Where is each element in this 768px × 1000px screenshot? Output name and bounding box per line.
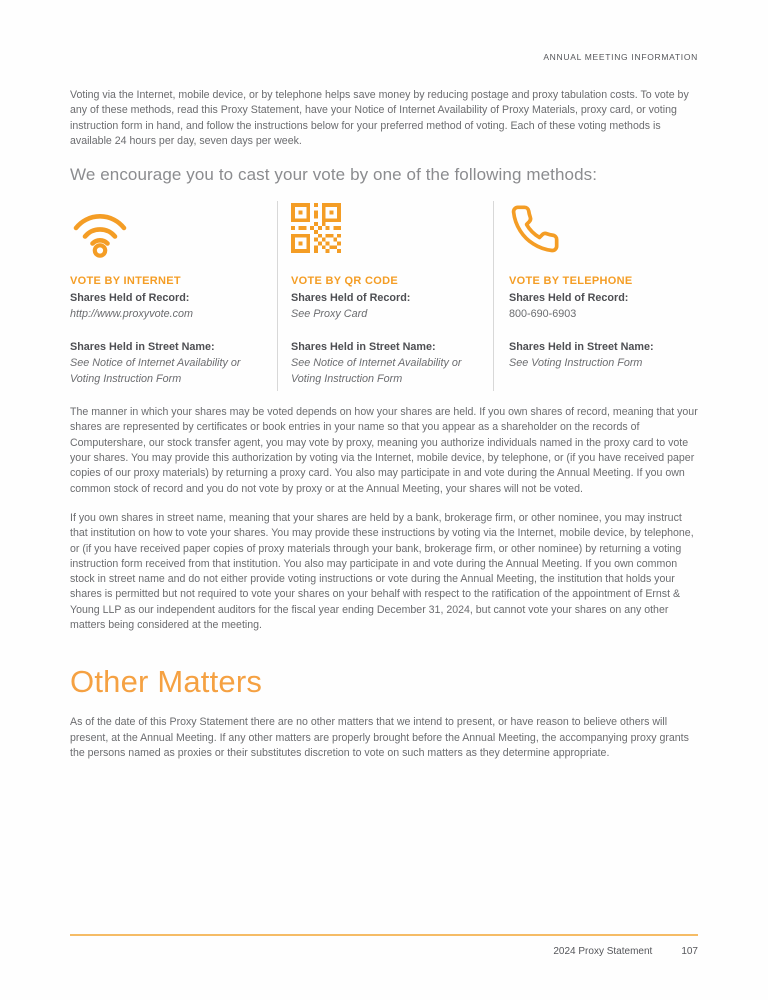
- street-value: See Notice of Internet Availability or Voting Instruction Form: [70, 357, 241, 385]
- other-matters-paragraph: As of the date of this Proxy Statement there are no other matters that we intend to present, or have reason to believe others will present, at the Annual Meeting. If any other matters are properly brought before the Annual Meeting, the accompanying proxy grants the persons named as proxies or their substitutes discretion to vote on such matters as they determine appropriate.: [70, 716, 689, 759]
- street-label: Shares Held in Street Name:: [291, 341, 436, 354]
- shares-of-record-paragraph: The manner in which your shares may be voted depends on how your shares are held. If you own shares of record, meaning that your shares are represented by certificates or book entries in your name so that you appear as a shareholder on the records of Computershare, our stock transfer agent, you may vote by proxy, meaning you authorize individuals named in the proxy card to vote your shares. You may provide this authorization by voting via the Internet, mobile device, by telephone, or (if you have received paper copies of our proxy materials) by returning a proxy card. You also may participate in and vote during the Annual Meeting. If you own common stock of record and you do not vote by proxy or at the Annual Meeting, your shares will not be voted.: [70, 406, 698, 495]
- street-label: Shares Held in Street Name:: [509, 341, 654, 354]
- footer-doc-title: 2024 Proxy Statement: [553, 946, 653, 957]
- record-label: Shares Held of Record:: [509, 291, 629, 304]
- footer-divider: [70, 934, 698, 936]
- vote-methods-heading: We encourage you to cast your vote by one of the following methods:: [70, 165, 598, 185]
- wifi-icon: [70, 203, 260, 269]
- record-value: See Proxy Card: [291, 307, 368, 320]
- record-label: Shares Held of Record:: [291, 291, 411, 304]
- vote-by-internet-column: [70, 201, 277, 391]
- method-title: VOTE BY INTERNET: [70, 275, 181, 288]
- record-value: http://www.proxyvote.com: [70, 307, 194, 320]
- footer-page-number: 107: [681, 946, 698, 957]
- street-label: Shares Held in Street Name:: [70, 341, 215, 354]
- street-value: See Voting Instruction Form: [509, 357, 643, 370]
- street-value: See Notice of Internet Availability or Voting Instruction Form: [291, 357, 462, 385]
- proxy-statement-page: [70, 0, 698, 761]
- voting-methods-columns: [70, 201, 698, 391]
- intro-paragraph: Voting via the Internet, mobile device, or by telephone helps save money by reducing postage and proxy tabulation costs. To vote by any of these methods, read this Proxy Statement, have your Notice of Internet Availability of Proxy Materials, proxy card, or voting instruction form in hand, and follow the instructions below for your preferred method of voting. Each of these voting methods is available 24 hours per day, seven days per week.: [70, 89, 689, 147]
- vote-by-qr-code-column: [277, 201, 493, 391]
- record-value: 800-690-6903: [509, 307, 577, 320]
- method-title: VOTE BY TELEPHONE: [509, 275, 633, 288]
- record-label: Shares Held of Record:: [70, 291, 190, 304]
- section-header: ANNUAL MEETING INFORMATION: [543, 52, 698, 62]
- other-matters-heading: Other Matters: [70, 664, 263, 700]
- method-title: VOTE BY QR CODE: [291, 275, 398, 288]
- telephone-icon: [509, 203, 698, 269]
- street-name-paragraph: If you own shares in street name, meaning that your shares are held by a bank, brokerage firm, or other nominee, you may instruct that institution on how to vote your shares. You may provide these instructions by voting via the Internet, mobile device, by telephone, or (if you have received paper copies of proxy materials through your bank, brokerage firm, or other nominee) by returning a voting instruction form received from that institution. You also may participate in and vote during the Annual Meeting. If you own common stock in street name and do not either provide voting instructions or vote during the Annual Meeting, the institution that holds your shares is permitted but not required to vote your shares on your behalf with respect to the ratification of the appointment of Ernst & Young LLP as our independent auditors for the fiscal year ending December 31, 2024, but cannot vote your shares on any other matters being considered at the meeting.: [70, 511, 694, 632]
- page-footer: [70, 934, 698, 957]
- vote-by-telephone-column: [493, 201, 698, 391]
- qr-code-icon: [291, 203, 473, 269]
